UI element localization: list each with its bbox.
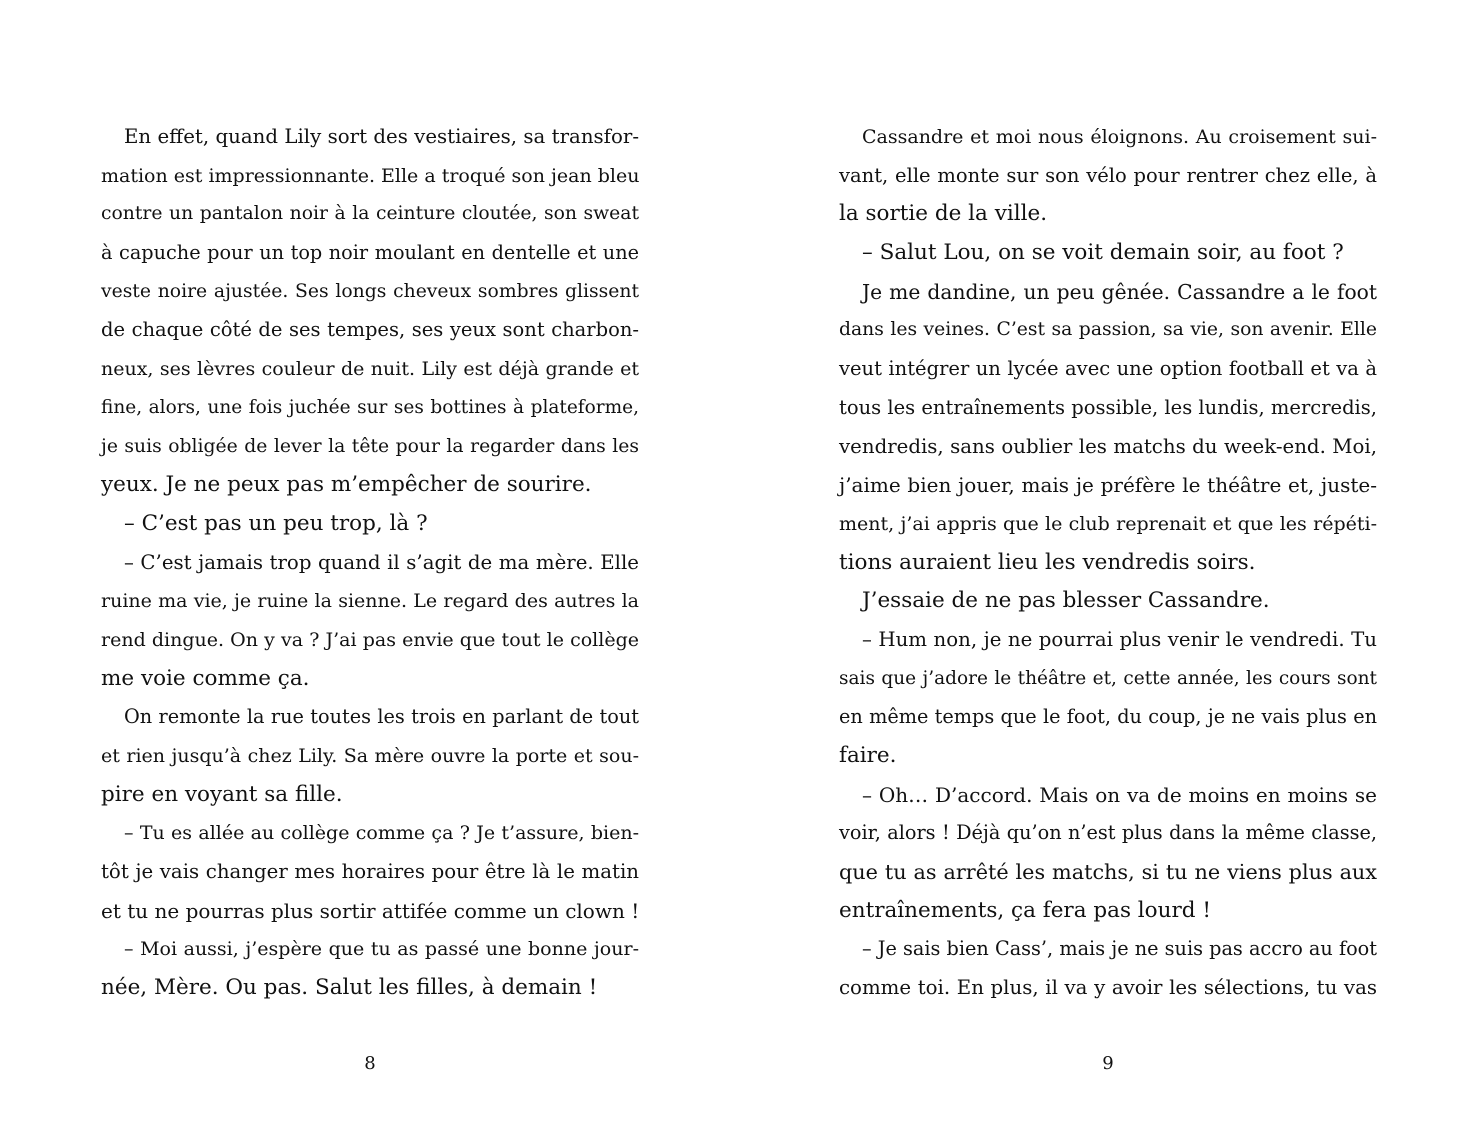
text-line: neux, ses lèvres couleur de nuit. Lily est déjà grande et bbox=[101, 358, 639, 381]
text-line: ruine ma vie, je ruine la sienne. Le regard des autres la bbox=[101, 590, 639, 613]
text-line: née, Mère. Ou pas. Salut les filles, à demain ! bbox=[101, 975, 598, 1001]
right-page-text bbox=[839, 118, 1377, 1008]
text-line: la sortie de la ville. bbox=[839, 201, 1048, 227]
text-line: fine, alors, une fois juchée sur ses bottines à plateforme, bbox=[101, 396, 639, 418]
left-page-text bbox=[101, 118, 639, 1008]
text-line: tions auraient lieu les vendredis soirs. bbox=[839, 549, 1256, 575]
text-line: On remonte la rue toutes les trois en parlant de tout bbox=[124, 705, 639, 729]
text-line: vendredis, sans oublier les matchs du week-end. Moi, bbox=[839, 434, 1377, 458]
text-line: tôt je vais changer mes horaires pour être là le matin bbox=[101, 860, 639, 884]
text-line: – C’est pas un peu trop, là ? bbox=[124, 510, 428, 536]
text-line: de chaque côté de ses tempes, ses yeux sont charbon- bbox=[101, 318, 639, 342]
text-line: veut intégrer un lycée avec une option football et va à bbox=[839, 357, 1377, 381]
text-line: me voie comme ça. bbox=[101, 665, 310, 691]
text-line: voir, alors ! Déjà qu’on n’est plus dans la même classe, bbox=[839, 821, 1377, 845]
text-line: Cassandre et moi nous éloignons. Au croisement sui- bbox=[862, 126, 1377, 148]
text-line: ment, j’ai appris que le club reprenait et que les répéti- bbox=[839, 512, 1377, 535]
text-line: comme toi. En plus, il va y avoir les sélections, tu vas bbox=[839, 976, 1377, 1000]
text-line: – Je sais bien Cass’, mais je ne suis pas accro au foot bbox=[862, 937, 1377, 961]
text-line: je suis obligée de lever la tête pour la regarder dans les bbox=[101, 435, 639, 457]
text-line: faire. bbox=[839, 743, 897, 768]
text-line: que tu as arrêté les matchs, si tu ne viens plus aux bbox=[839, 860, 1377, 885]
text-line: entraînements, ça fera pas lourd ! bbox=[839, 897, 1211, 923]
text-line: vant, elle monte sur son vélo pour rentrer chez elle, à bbox=[839, 163, 1377, 187]
text-line: sais que j’adore le théâtre et, cette année, les cours sont bbox=[839, 667, 1377, 689]
text-line: et rien jusqu’à chez Lily. Sa mère ouvre la porte et sou- bbox=[101, 745, 639, 767]
page-number-left: 8 bbox=[364, 1053, 376, 1074]
text-line: En effet, quand Lily sort des vestiaires, sa transfor- bbox=[124, 125, 639, 148]
text-line: – Salut Lou, on se voit demain soir, au foot ? bbox=[862, 240, 1344, 266]
text-line: contre un pantalon noir à la ceinture cloutée, son sweat bbox=[101, 203, 639, 225]
text-line: yeux. Je ne peux pas m’empêcher de sourire. bbox=[101, 472, 592, 498]
text-line: – Tu es allée au collège comme ça ? Je t’assure, bien- bbox=[124, 822, 639, 845]
text-line: pire en voyant sa fille. bbox=[101, 781, 343, 807]
text-line: et tu ne pourras plus sortir attifée comme un clown ! bbox=[101, 898, 640, 923]
text-line: dans les veines. C’est sa passion, sa vie, son avenir. Elle bbox=[839, 319, 1377, 341]
text-line: rend dingue. On y va ? J’ai pas envie que tout le collège bbox=[101, 628, 639, 651]
text-line: tous les entraînements possible, les lundis, mercredis, bbox=[839, 395, 1377, 419]
text-line: – C’est jamais trop quand il s’agit de ma mère. Elle bbox=[124, 550, 639, 574]
text-line: Je me dandine, un peu gênée. Cassandre a le foot bbox=[862, 279, 1377, 304]
page-number-right: 9 bbox=[1102, 1053, 1114, 1074]
text-line: j’aime bien jouer, mais je préfère le théâtre et, juste- bbox=[839, 473, 1377, 498]
text-line: veste noire ajustée. Ses longs cheveux sombres glissent bbox=[101, 280, 639, 302]
text-line: – Oh… D’accord. Mais on va de moins en moins se bbox=[862, 782, 1377, 807]
text-line: J’essaie de ne pas blesser Cassandre. bbox=[862, 588, 1270, 614]
text-line: – Hum non, je ne pourrai plus venir le vendredi. Tu bbox=[862, 627, 1377, 651]
text-line: mation est impressionnante. Elle a troqué son jean bleu bbox=[101, 164, 640, 187]
text-line: en même temps que le foot, du coup, je ne vais plus en bbox=[839, 705, 1377, 729]
text-line: à capuche pour un top noir moulant en dentelle et une bbox=[101, 241, 639, 265]
text-line: – Moi aussi, j’espère que tu as passé une bonne jour- bbox=[124, 938, 639, 961]
